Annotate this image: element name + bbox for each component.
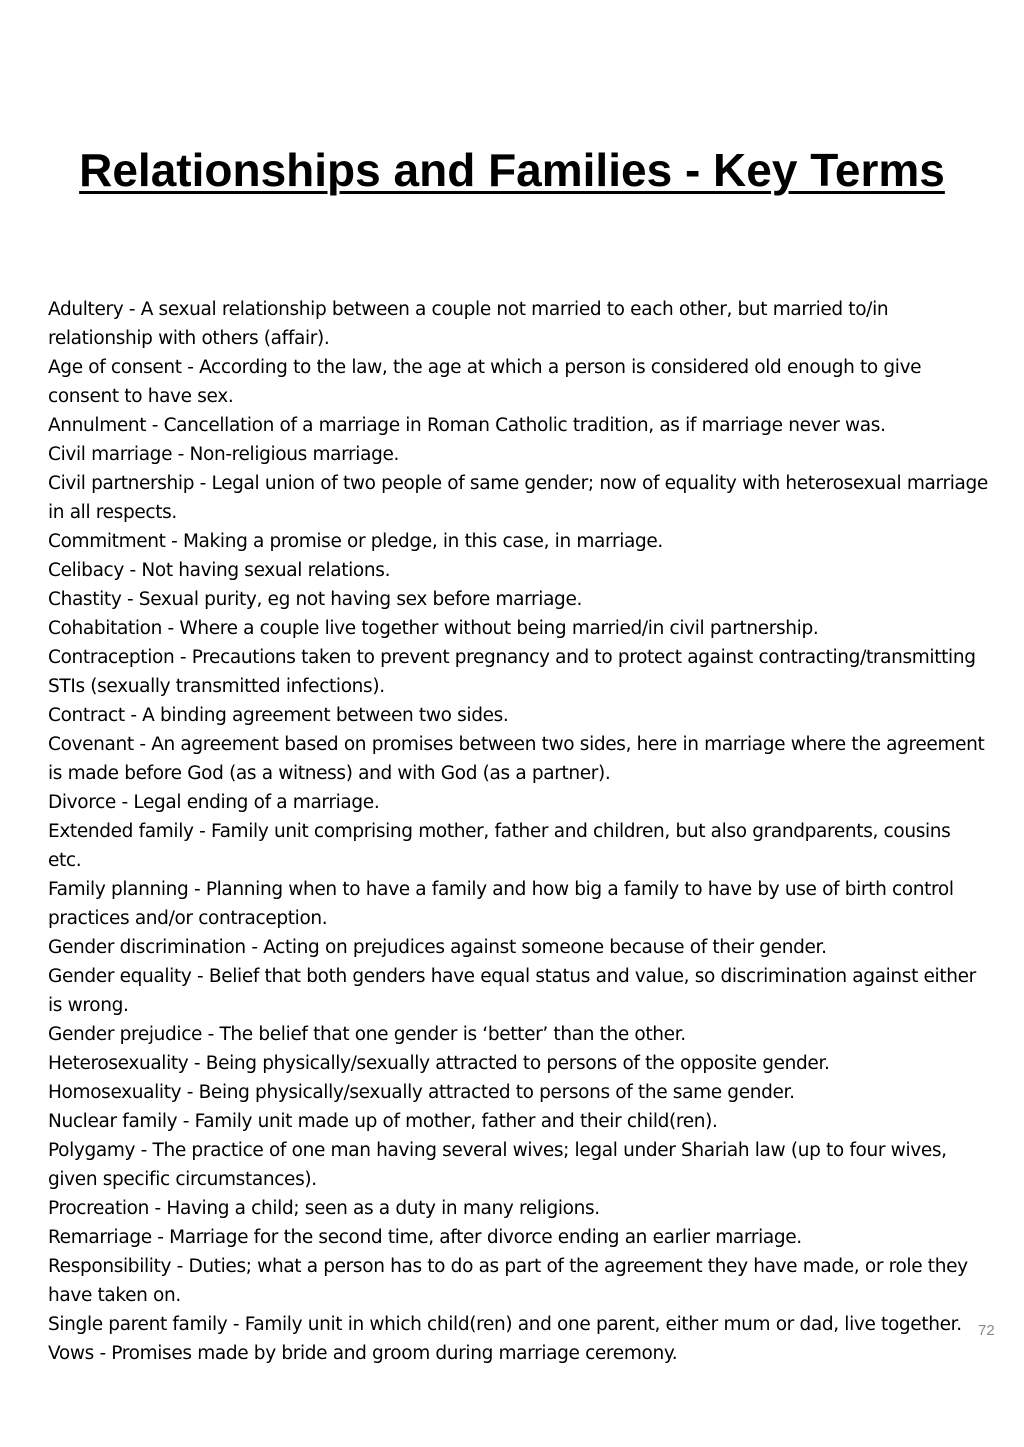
term-gender-equality: Gender equality - Belief that both genders have equal status and value, so discrimination against either is wrong. (48, 966, 976, 1016)
page-number: 72 (978, 1322, 995, 1339)
term-divorce: Divorce - Legal ending of a marriage. (48, 792, 380, 813)
term-responsibility: Responsibility - Duties; what a person has to do as part of the agreement they have made, or role they have taken on. (48, 1256, 968, 1306)
term-civil-marriage: Civil marriage - Non-religious marriage. (48, 444, 400, 465)
term-celibacy: Celibacy - Not having sexual relations. (48, 560, 391, 581)
key-terms-list (48, 295, 988, 1368)
term-age-of-consent: Age of consent - According to the law, the age at which a person is considered old enough to give consent to have sex. (48, 357, 922, 407)
term-procreation: Procreation - Having a child; seen as a duty in many religions. (48, 1198, 600, 1219)
term-chastity: Chastity - Sexual purity, eg not having sex before marriage. (48, 589, 583, 610)
term-heterosexuality: Heterosexuality - Being physically/sexually attracted to persons of the opposite gender. (48, 1053, 830, 1074)
term-contraception: Contraception - Precautions taken to prevent pregnancy and to protect against contracting/transmitting STIs (sexually transmitted infections). (48, 647, 976, 697)
term-covenant: Covenant - An agreement based on promises between two sides, here in marriage where the agreement is made before God (as a witness) and with God (as a partner). (48, 734, 985, 784)
term-cohabitation: Cohabitation - Where a couple live together without being married/in civil partnership. (48, 618, 819, 639)
term-single-parent-family: Single parent family - Family unit in which child(ren) and one parent, either mum or dad, live together. (48, 1314, 962, 1335)
term-gender-prejudice: Gender prejudice - The belief that one gender is ‘better’ than the other. (48, 1024, 686, 1045)
term-homosexuality: Homosexuality - Being physically/sexually attracted to persons of the same gender. (48, 1082, 795, 1103)
term-vows: Vows - Promises made by bride and groom during marriage ceremony. (48, 1343, 678, 1364)
term-adultery: Adultery - A sexual relationship between a couple not married to each other, but married to/in relationship with others (affair). (48, 299, 889, 349)
page-title: Relationships and Families - Key Terms (79, 144, 945, 196)
term-commitment: Commitment - Making a promise or pledge, in this case, in marriage. (48, 531, 663, 552)
term-contract: Contract - A binding agreement between two sides. (48, 705, 509, 726)
term-civil-partnership: Civil partnership - Legal union of two people of same gender; now of equality with heterosexual marriage in all respects. (48, 473, 988, 523)
term-remarriage: Remarriage - Marriage for the second time, after divorce ending an earlier marriage. (48, 1227, 802, 1248)
term-annulment: Annulment - Cancellation of a marriage in Roman Catholic tradition, as if marriage never was. (48, 415, 886, 436)
term-nuclear-family: Nuclear family - Family unit made up of mother, father and their child(ren). (48, 1111, 718, 1132)
term-extended-family: Extended family - Family unit comprising mother, father and children, but also grandparents, cousins etc. (48, 821, 951, 871)
term-family-planning: Family planning - Planning when to have a family and how big a family to have by use of birth control practices and/or contraception. (48, 879, 954, 929)
term-polygamy: Polygamy - The practice of one man having several wives; legal under Shariah law (up to four wives, given specific circumstances). (48, 1140, 947, 1190)
term-gender-discrimination: Gender discrimination - Acting on prejudices against someone because of their gender. (48, 937, 827, 958)
